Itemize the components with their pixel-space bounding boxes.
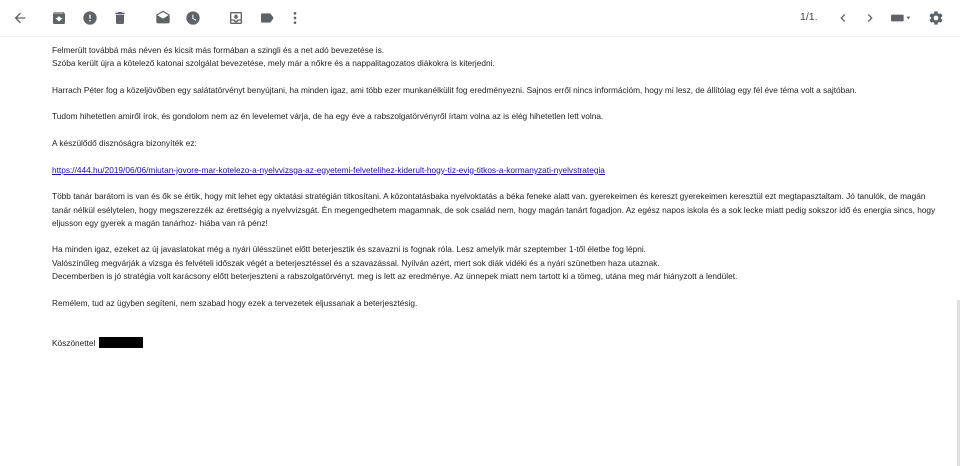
move-to-icon[interactable] (226, 8, 246, 28)
snooze-icon[interactable] (183, 8, 203, 28)
signature (52, 337, 936, 350)
pagination-count: 1/1. (800, 11, 818, 23)
back-arrow-icon[interactable] (10, 8, 30, 28)
archive-icon[interactable] (49, 8, 69, 28)
delete-icon[interactable] (110, 8, 130, 28)
keyboard-input-icon[interactable] (887, 8, 915, 28)
paragraph-request: Remélem, tud az ügyben segíteni, nem szabad hogy ezek a tervezetek eljussanak a beterjesztésig. (52, 297, 418, 308)
paragraph-harrach: Harrach Péter fog a közeljövőben egy salátatörvényt benyújtani, ha minden igaz, ami több ezer munkanélkülit fog eredményezni. Sajnos erről nincs információm, hogy mi lesz, de állítólag egy fél éve téma volt a sajtóban. (52, 84, 857, 95)
article-link[interactable]: https://444.hu/2019/06/06/miutan-jovore-mar-kotelezo-a-nyelvvizsga-az-egyetemi-felvetelihez-kiderult-hogy-tiz-evig-titkos-a-kormanyzati-nyelvstrategia (52, 164, 605, 175)
text-line: Valószínűleg megvárják a vizsga és felvételi időszak végét a beterjesztéssel és a szavazással. Nyilván azért, mert sok diák vidéki és a nyári szünetben haza utaznak. (52, 257, 660, 268)
paragraph-proposals (52, 243, 936, 283)
paragraph-taxes (52, 44, 936, 71)
paragraph-teachers: Több tanár barátom is van és ők se értik, hogy mit lehet egy oktatási stratégián titkosítani. A közontatásbaka nyelvoktatás a béka feneke alatt van. gyerekeimen és kereszt gyerekeimen keresztül ezt megtapasztaltam. Jó tanulók, de magán tanár nélkül esélytelen, hogy megszerezzék az érettségig a nyelvvizsgát. Én megengedhetem magamnak, de sok család nem, hogy magán tanárt fogadjon. Az egész napos iskola és a sok lecke miatt pedig sokszor idő és energia sincs, hogy eljusson egy gyerek a magán tanárhoz- hiába van rá pénz! (52, 191, 936, 228)
mark-unread-icon[interactable] (153, 8, 173, 28)
paragraph-unbelievable: Tudom hihetetlen amiről írok, és gondolom nem az én levelemet várja, de ha egy éve a rabszolgatörvényről írtam volna az is elég hihetetlen lett volna. (52, 111, 604, 122)
closing-text: Köszönettel (52, 337, 96, 348)
text-line: Ha minden igaz, ezeket az új javaslatokat még a nyári ülésszünet előtt beterjesztik és szavazni is fognak róla. Lesz amelyik már szeptember 1-től életbe fog lépni. (52, 244, 646, 255)
redacted-name (99, 337, 143, 348)
paragraph-evidence-intro: A készülődő disznóságra bizonyíték ez: (52, 138, 197, 149)
message-toolbar (0, 0, 960, 37)
text-line: Decemberben is jó stratégia volt karácsony előtt beterjeszteni a rabszolgatörvényt. meg is lett az eredménye. Az ünnepek miatt nem tartott ki a tömeg, utána meg már hiányzott a lendület. (52, 271, 738, 282)
text-line: Felmerült továbbá más néven és kicsit más formában a szingli és a net adó bevezetése is. (52, 45, 385, 55)
chevron-right-icon[interactable] (860, 8, 880, 28)
more-vert-icon[interactable] (285, 8, 305, 28)
chevron-left-icon[interactable] (833, 8, 853, 28)
text-line: Szóba került újra a kötelező katonai szolgálat bevezetése, mely már a nőkre és a nappalitagozatos diákokra is kiterjedni. (52, 58, 495, 69)
label-icon[interactable] (257, 8, 277, 28)
report-spam-icon[interactable] (80, 8, 100, 28)
email-body (52, 44, 936, 363)
paragraph-link (52, 164, 936, 177)
settings-gear-icon[interactable] (926, 8, 946, 28)
